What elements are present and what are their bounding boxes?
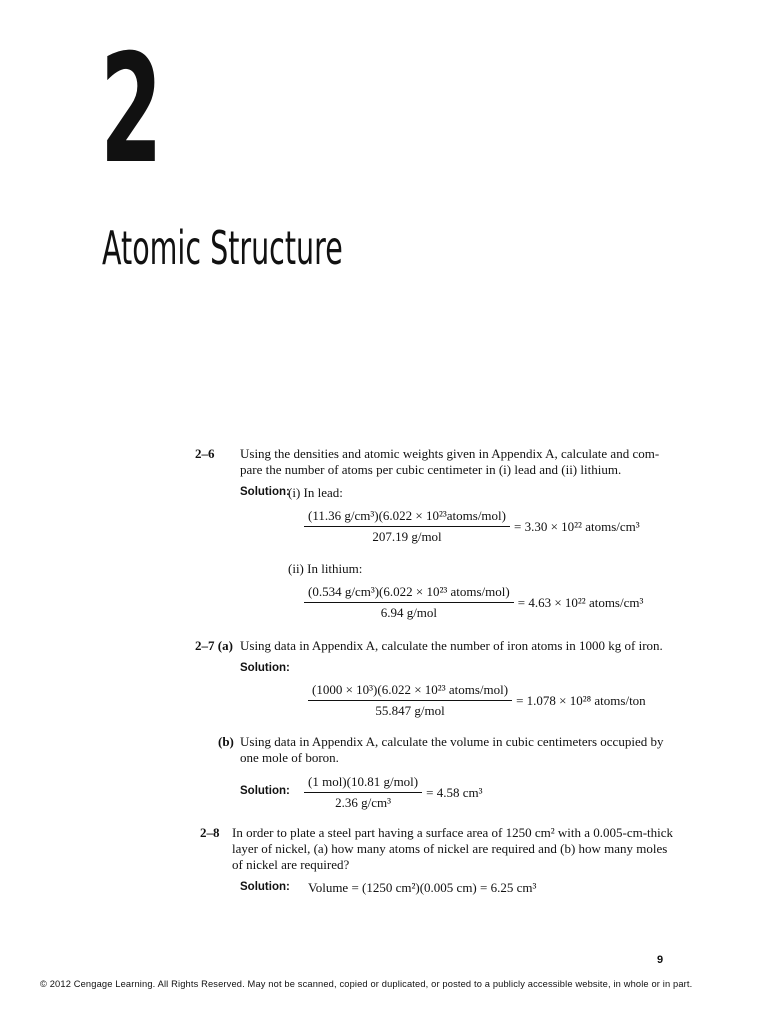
part-ii-label: (ii) In lithium: [288,561,363,576]
equation-lead [304,508,640,545]
part-i-label: (i) In lead: [288,485,343,500]
numerator: (1000 × 10³)(6.022 × 10²³ atoms/mol) [308,682,512,701]
problem-2-7a-text: Using data in Appendix A, calculate the number of iron atoms in 1000 kg of iron. [240,638,663,653]
equation-result: = 4.58 cm³ [426,784,483,800]
problem-number-2-8: 2–8 [200,825,220,840]
equation-result: = 3.30 × 10²² atoms/cm³ [514,518,640,534]
chapter-number: 2 [100,23,161,197]
denominator: 6.94 g/mol [380,605,438,620]
denominator: 2.36 g/cm³ [335,795,392,810]
equation-result: = 1.078 × 10²⁸ atoms/ton [516,692,646,708]
fraction [304,774,422,811]
volume-equation: Volume = (1250 cm²)(0.005 cm) = 6.25 cm³ [308,880,537,895]
numerator: (11.36 g/cm³)(6.022 × 10²³atoms/mol) [304,508,510,527]
problem-2-8-text-line1: In order to plate a steel part having a surface area of 1250 cm² with a 0.005-cm-thick [232,825,674,840]
denominator: 55.847 g/mol [375,703,445,718]
solution-label: Solution: [240,881,290,893]
problem-2-6-text-line1: Using the densities and atomic weights given in Appendix A, calculate and com- [240,446,660,461]
copyright-footer: © 2012 Cengage Learning. All Rights Reserved. May not be scanned, copied or duplicated, or posted to a publicly accessible website, in whole or in part. [40,979,693,989]
fraction [304,508,510,545]
equation-boron [304,774,483,811]
fraction [308,682,512,719]
equation-iron [308,682,646,719]
page-number: 9 [657,954,664,966]
problem-2-7b-text-line1: Using data in Appendix A, calculate the volume in cubic centimeters occupied by [240,734,664,749]
numerator: (0.534 g/cm³)(6.022 × 10²³ atoms/mol) [304,584,514,603]
fraction [304,584,514,621]
solution-label: Solution: [240,662,290,674]
problem-number-2-7a: 2–7 (a) [195,638,233,653]
equation-result: = 4.63 × 10²² atoms/cm³ [517,594,644,610]
problem-2-8-text-line2: layer of nickel, (a) how many atoms of nickel are required and (b) how many moles [232,841,668,856]
denominator: 207.19 g/mol [372,529,442,544]
problem-2-7b-text-line2: one mole of boron. [240,750,339,765]
solution-label: Solution: [240,486,290,498]
problem-2-8-text-line3: of nickel are required? [232,857,350,872]
solution-label: Solution: [240,785,290,797]
problem-part-label-b: (b) [218,734,234,749]
problem-number-2-6: 2–6 [195,446,215,461]
equation-lithium [304,584,643,621]
problem-2-6-text-line2: pare the number of atoms per cubic centimeter in (i) lead and (ii) lithium. [240,462,622,477]
numerator: (1 mol)(10.81 g/mol) [304,774,422,793]
chapter-title: Atomic Structure [102,221,343,275]
